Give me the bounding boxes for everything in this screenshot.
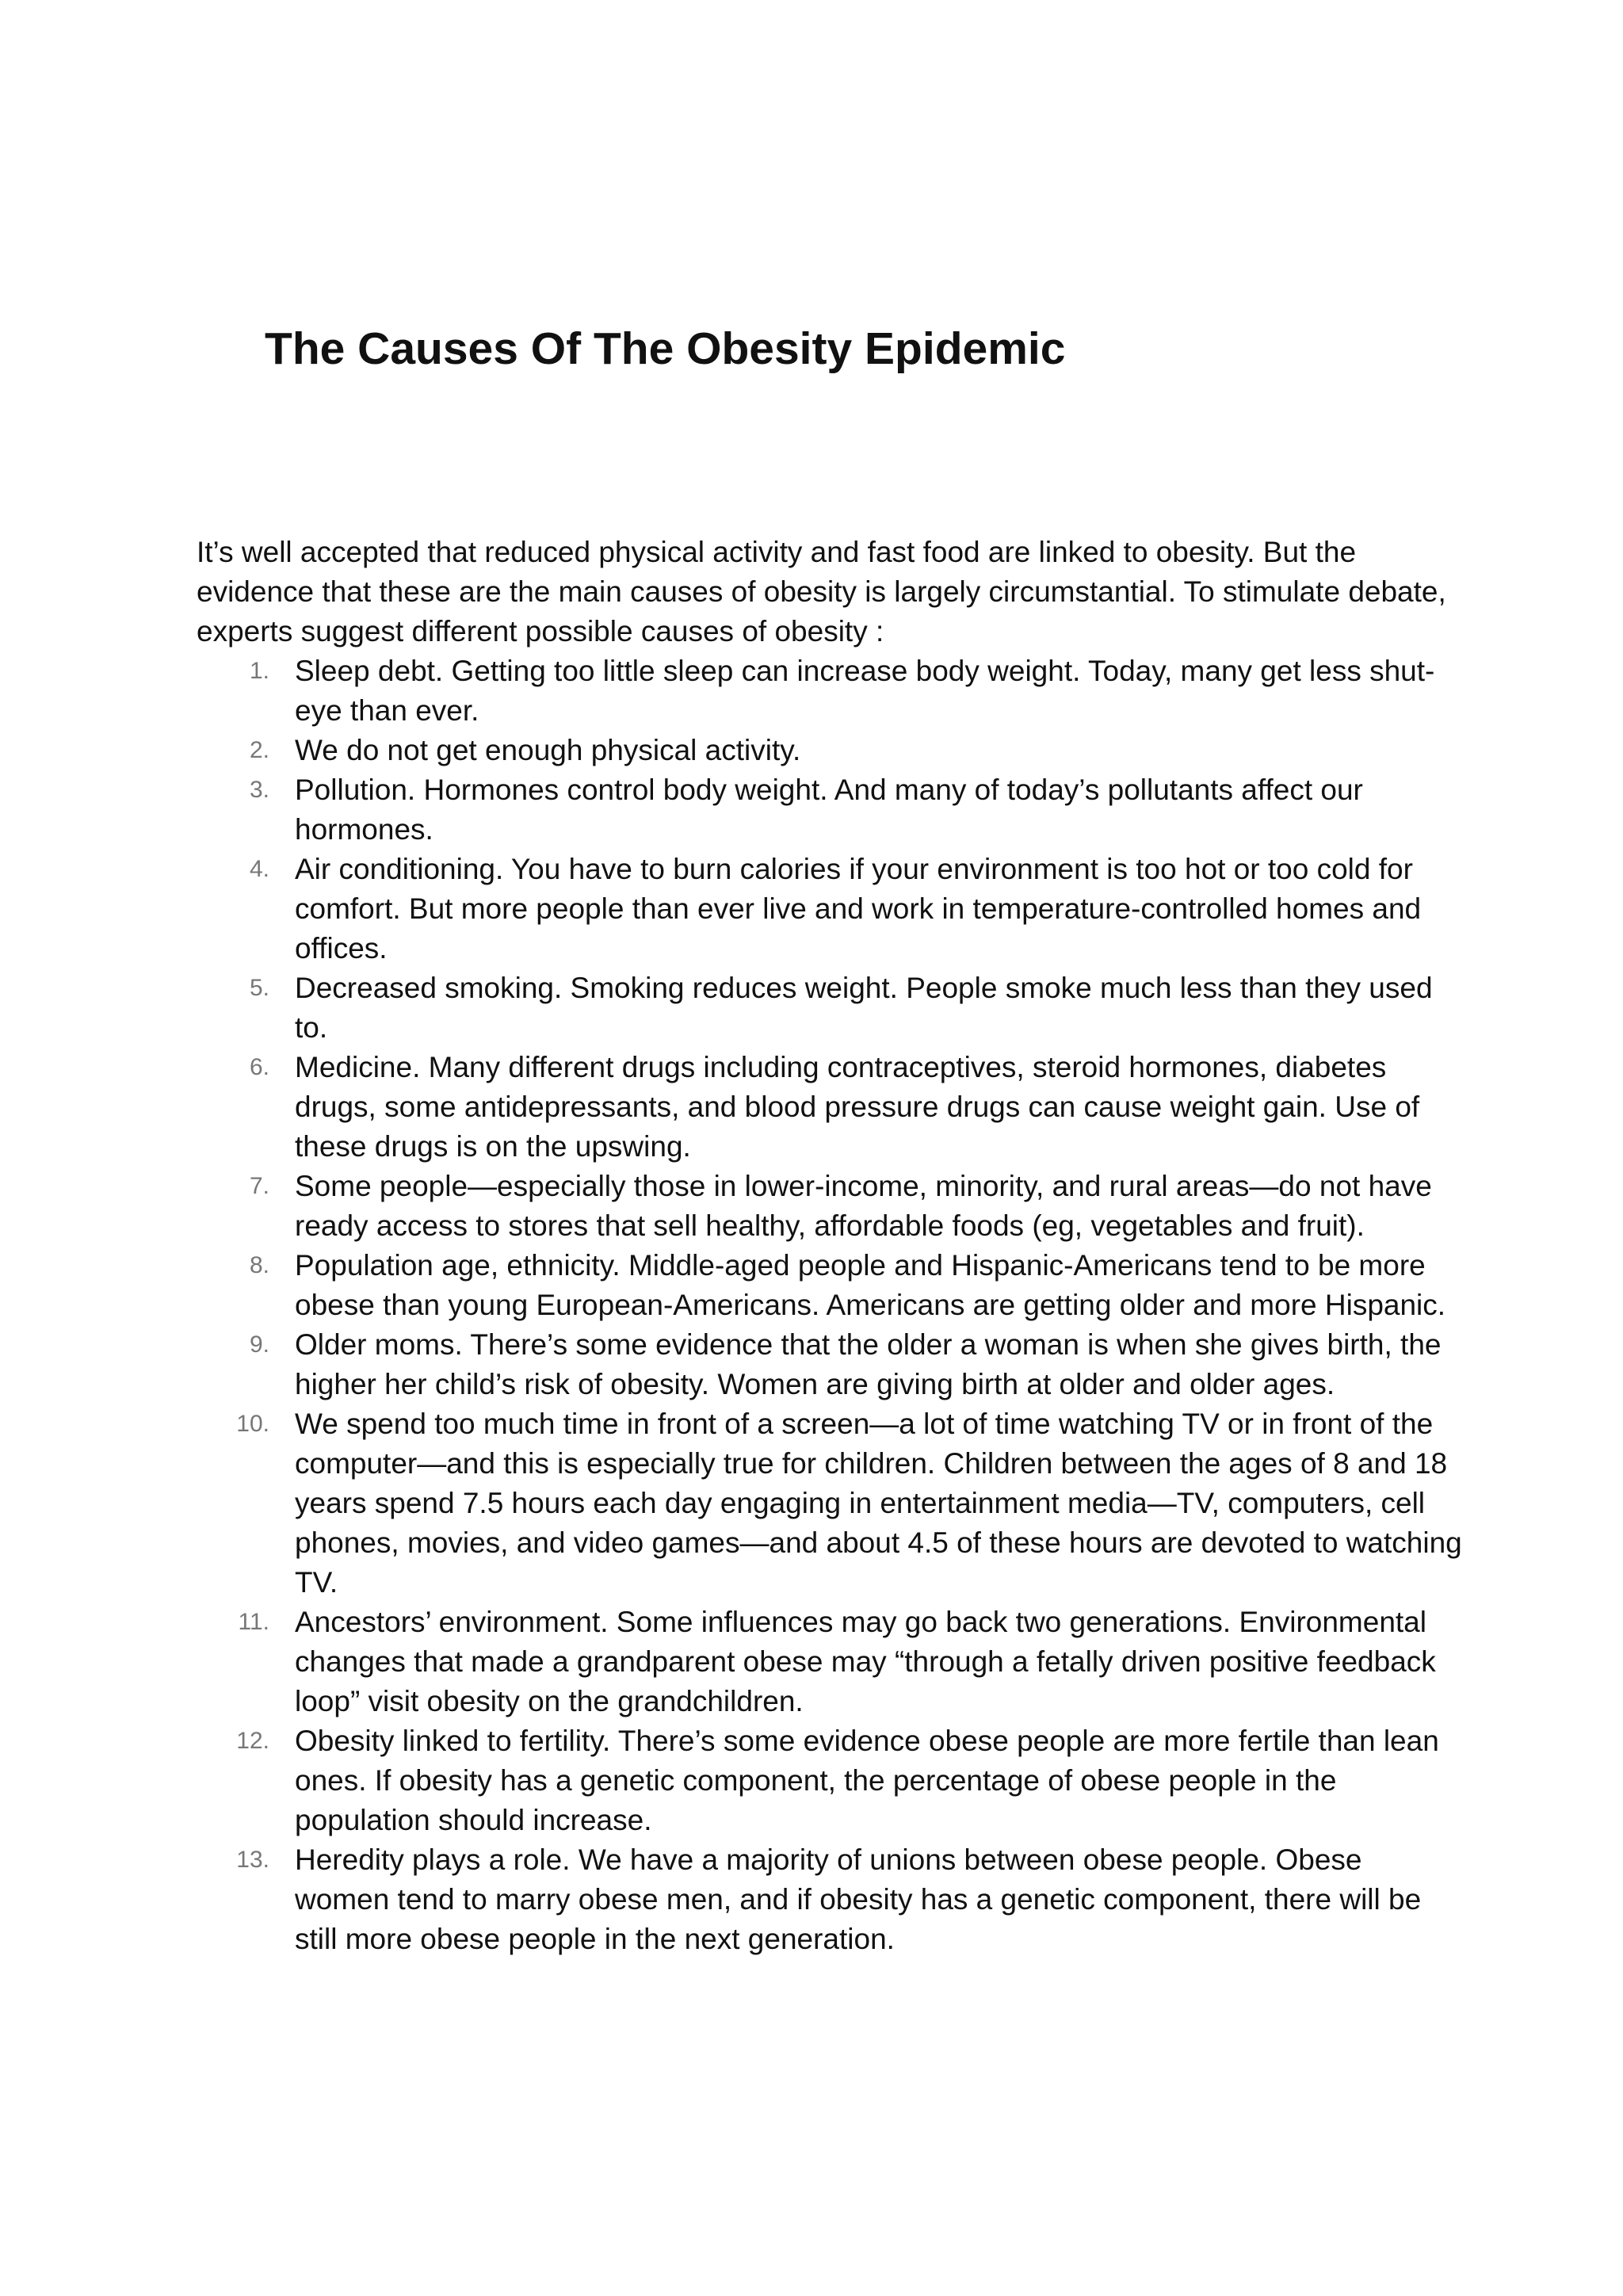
list-item: [197, 1404, 1465, 1603]
list-item-text: Pollution. Hormones control body weight. And many of today’s pollutants affect our hormones.: [295, 774, 1363, 846]
list-item: [197, 1048, 1465, 1167]
list-item-number: 7.: [249, 1173, 269, 1199]
list-item-number: 9.: [249, 1331, 269, 1358]
list-item: [197, 850, 1465, 968]
list-item-text: Population age, ethnicity. Middle-aged people and Hispanic-Americans tend to be more obese than young European-Americans. Americans are getting older and more Hispanic.: [295, 1249, 1446, 1321]
list-item-text: Medicine. Many different drugs including contraceptives, steroid hormones, diabetes drugs, some antidepressants, and blood pressure drugs can cause weight gain. Use of these drugs is on the upswing.: [295, 1051, 1420, 1163]
list-item: [197, 1603, 1465, 1721]
list-item: [197, 1721, 1465, 1840]
intro-paragraph: It’s well accepted that reduced physical activity and fast food are linked to obesity. But the evidence that these are the main causes of obesity is largely circumstantial. To stimulate debate, experts suggest different possible causes of obesity :: [197, 536, 1446, 648]
list-item: [197, 731, 1465, 770]
list-item-text: We do not get enough physical activity.: [295, 734, 801, 766]
list-item-text: Air conditioning. You have to burn calories if your environment is too hot or too cold for comfort. But more people than ever live and work in temperature-controlled homes and offices.: [295, 853, 1422, 965]
list-item-number: 1.: [249, 658, 269, 684]
list-item: [197, 1167, 1465, 1246]
list-item-number: 12.: [236, 1728, 269, 1754]
list-item-text: Heredity plays a role. We have a majority of unions between obese people. Obese women tend to marry obese men, and if obesity has a genetic component, there will be still more obese people in the next generation.: [295, 1843, 1422, 1955]
list-item-number: 5.: [249, 975, 269, 1001]
list-item-text: Sleep debt. Getting too little sleep can increase body weight. Today, many get less shut-eye than ever.: [295, 655, 1435, 727]
list-item-number: 8.: [249, 1252, 269, 1278]
list-item-number: 3.: [249, 777, 269, 803]
list-item: [197, 651, 1465, 731]
list-item: [197, 1325, 1465, 1404]
list-item-text: We spend too much time in front of a screen—a lot of time watching TV or in front of the computer—and this is especially true for children. Children between the ages of 8 and 18 years spend 7.5 hours each day engaging in entertainment media—TV, computers, cell phones, movies, and video games—and about 4.5 of these hours are devoted to watching TV.: [295, 1408, 1462, 1599]
list-item-text: Obesity linked to fertility. There’s some evidence obese people are more fertile than lean ones. If obesity has a genetic component, the percentage of obese people in the population should increase.: [295, 1725, 1439, 1836]
list-item-number: 13.: [236, 1847, 269, 1873]
list-item: [197, 968, 1465, 1048]
list-item: [197, 1840, 1465, 1959]
list-item-number: 11.: [238, 1609, 269, 1635]
list-item-number: 4.: [249, 856, 269, 882]
causes-list: [197, 651, 1465, 1959]
list-item-text: Decreased smoking. Smoking reduces weight. People smoke much less than they used to.: [295, 972, 1433, 1044]
list-item-number: 2.: [249, 737, 269, 763]
list-item-text: Ancestors’ environment. Some influences may go back two generations. Environmental changes that made a grandparent obese may “through a fetally driven positive feedback loop” visit obesity on the grandchildren.: [295, 1606, 1436, 1717]
list-item-text: Older moms. There’s some evidence that the older a woman is when she gives birth, the higher her child’s risk of obesity. Women are giving birth at older and older ages.: [295, 1328, 1442, 1400]
list-item-number: 6.: [249, 1054, 269, 1080]
list-item: [197, 1246, 1465, 1325]
document-title: The Causes Of The Obesity Epidemic: [265, 323, 1066, 374]
list-item-number: 10.: [236, 1411, 269, 1437]
list-item: [197, 770, 1465, 850]
list-item-text: Some people—especially those in lower-income, minority, and rural areas—do not have ready access to stores that sell healthy, affordable foods (eg, vegetables and fruit).: [295, 1170, 1432, 1242]
